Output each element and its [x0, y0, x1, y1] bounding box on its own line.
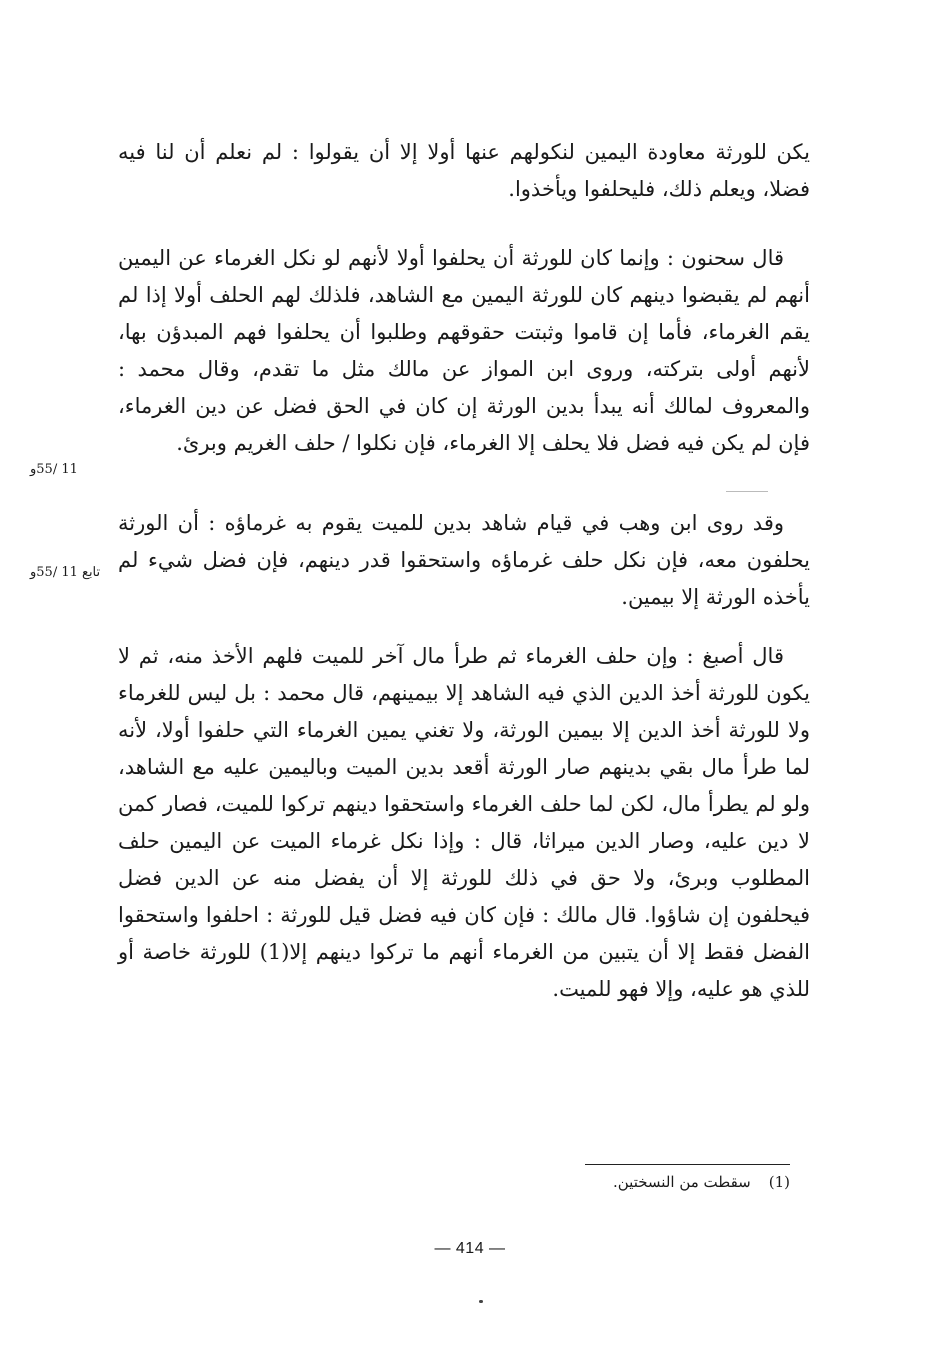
- paragraph-2: [118, 240, 810, 462]
- margin-folio-note-continued: تابع 11 /55و: [30, 565, 101, 580]
- paragraph-text: قال سحنون : وإنما كان للورثة أن يحلفوا أولا لأنهم لو نكل الغرماء عن اليمين أنهم لم يقبضوا دينهم كان للورثة اليمين مع الشاهد، فلذلك لهم الحلف أولا إذا لم يقم الغرماء، فأما إن قاموا وثبتت حقوقهم وطلبوا أن يحلفوا فهم المبدؤن بها، لأنهم أولى بتركته، وروى ابن المواز عن مالك مثل ما تقدم، وقال محمد : والمعروف لمالك أنه يبدأ بدين الورثة إن كان في الحق فضل عن دين الغرماء، فإن لم يكن فيه فضل فلا يحلف إلا الغرماء، فإن نكلوا / حلف الغريم وبرئ.: [118, 246, 810, 455]
- paragraph-1: [118, 134, 810, 208]
- paragraph-3: [118, 505, 810, 616]
- paragraph-text: قال أصبغ : وإن حلف الغرماء ثم طرأ مال آخر للميت فلهم الأخذ منه، ثم لا يكون للورثة أخذ الدين الذي فيه الشاهد إلا بيمينهم، قال محمد : بل ليس للغرماء ولا للورثة أخذ الدين إلا بيمين الورثة، ولا تغني يمين الغرماء التي حلفوا أولا، لأنه لما طرأ مال بقي بدينهم صار الورثة أقعد بدين الميت وباليمين عليه مع الشاهد، ولو لم يطرأ مال، لكن لما حلف الغرماء واستحقوا دينهم تركوا للميت، فصار كمن لا دين عليه، وصار الدين ميراثا، قال : وإذا نكل غرماء الميت عن اليمين حلف المطلوب وبرئ، ولا حق في ذلك للورثة إلا أن يفضل منه عن الدين فضل فيحلفون إن شاؤوا. قال مالك : فإن كان فيه فضل قيل للورثة : احلفوا واستحقوا الفضل فقط إلا أن يتبين من الغرماء أنهم ما تركوا دينهم إلا(1) للورثة خاصة أو للذي هو عليه، وإلا فهو للميت.: [118, 644, 810, 1001]
- paragraph-text: وقد روى ابن وهب في قيام شاهد بدين للميت يقوم به غرماؤه : أن الورثة يحلفون معه، فإن نكل حلف غرماؤه واستحقوا قدر دينهم، فإن فضل شيء لم يأخذه الورثة إلا بيمين.: [118, 511, 810, 609]
- footnote-number: (1): [768, 1173, 790, 1191]
- footnote-text: سقطت من النسختين.: [612, 1173, 751, 1191]
- scan-speck: [479, 1300, 483, 1303]
- paragraph-text: يكن للورثة معاودة اليمين لنكولهم عنها أولا إلا أن يقولوا : لم نعلم أن لنا فيه فضلا، ويعلم ذلك، فليحلفوا ويأخذوا.: [118, 140, 810, 201]
- footnote-separator: [585, 1164, 790, 1165]
- faint-scan-mark: [726, 491, 768, 492]
- footnote: [560, 1170, 790, 1194]
- paragraph-4: [118, 638, 810, 1008]
- margin-folio-note: 11 /55و: [30, 462, 78, 477]
- page-number: — 414 —: [434, 1240, 506, 1257]
